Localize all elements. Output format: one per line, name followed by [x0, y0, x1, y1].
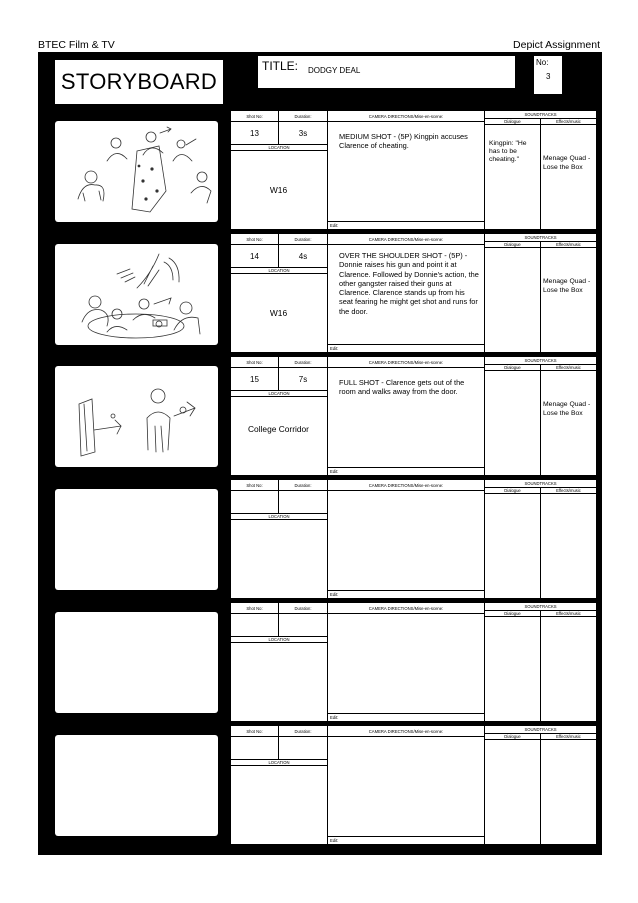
location-label: LOCATION [268, 760, 290, 765]
frame-5-blank [55, 612, 218, 713]
shot-effects-music: Menage Quad - Lose the Box [543, 278, 591, 294]
shot-panel-6 [231, 726, 596, 844]
shot-location: W16 [269, 308, 288, 318]
frame-2-sketch [55, 244, 218, 345]
soundtracks-label: SOUNDTRACKS [524, 112, 557, 117]
duration-label: Duration: [294, 483, 312, 488]
dialogue-label: Dialogue [504, 242, 521, 247]
duration-label: Duration: [294, 114, 312, 119]
shot-panel-3 [231, 357, 596, 475]
location-label: LOCATION [268, 145, 290, 150]
dialogue-label: Dialogue [504, 734, 521, 739]
shot-number: 15 [250, 375, 259, 384]
dialogue-label: Dialogue [504, 488, 521, 493]
frame-1-sketch [55, 121, 218, 222]
soundtracks-label: SOUNDTRACKS [524, 727, 557, 732]
shot-effects-music: Menage Quad - Lose the Box [543, 401, 591, 417]
camera-directions-label: CAMERA DIRECTIONS/Mise-en-scene: [368, 237, 444, 242]
shot-description: MEDIUM SHOT - (5P) Kingpin accuses Clarence of cheating. [339, 132, 468, 151]
shot-panel-5 [231, 603, 596, 721]
header-right-text: Depict Assignment [513, 39, 600, 51]
camera-directions-label: CAMERA DIRECTIONS/Mise-en-scene: [368, 606, 444, 611]
edit-label: Edit: [330, 223, 339, 228]
soundtracks-label: SOUNDTRACKS [524, 604, 557, 609]
shot-duration: 3s [298, 129, 308, 138]
frame-4-blank [55, 489, 218, 590]
location-label: LOCATION [268, 514, 290, 519]
shot-panel-2 [231, 234, 596, 352]
title-value: DODGY DEAL [308, 66, 361, 75]
edit-label: Edit: [330, 838, 339, 843]
frame-3-sketch [55, 366, 218, 467]
shot-panel-1 [231, 111, 596, 229]
soundtracks-label: SOUNDTRACKS [524, 358, 557, 363]
shot-no-label: Shot No: [246, 237, 263, 242]
shot-no-label: Shot No: [246, 729, 263, 734]
shot-number: 14 [250, 252, 259, 261]
shot-no-label: Shot No: [246, 483, 263, 488]
camera-directions-label: CAMERA DIRECTIONS/Mise-en-scene: [368, 360, 444, 365]
sheet-number-box [534, 56, 562, 94]
frame-6-blank [55, 735, 218, 836]
shot-panel-4 [231, 480, 596, 598]
shot-location: W16 [269, 185, 288, 195]
edit-label: Edit: [330, 469, 339, 474]
title-box [258, 56, 515, 88]
effects-music-label: Effects/music [556, 119, 581, 124]
shot-duration: 4s [298, 252, 308, 261]
effects-music-label: Effects/music [556, 734, 581, 739]
dialogue-label: Dialogue [504, 119, 521, 124]
effects-music-label: Effects/music [556, 365, 581, 370]
edit-label: Edit: [330, 715, 339, 720]
title-label: TITLE: [262, 59, 299, 73]
shot-description: FULL SHOT - Clarence gets out of the room and walks away from the door. [339, 378, 465, 397]
camera-directions-label: CAMERA DIRECTIONS/Mise-en-scene: [368, 729, 444, 734]
sheet-number-value: 3 [546, 72, 551, 81]
duration-label: Duration: [294, 729, 312, 734]
shot-location: College Corridor [248, 424, 309, 434]
shot-dialogue: Kingpin: "He has to be cheating." [489, 140, 527, 164]
edit-label: Edit: [330, 592, 339, 597]
soundtracks-label: SOUNDTRACKS [524, 481, 557, 486]
shot-description: OVER THE SHOULDER SHOT - (5P) - Donnie raises his gun and point it at Clarence. Followed by Donnie's action, the other gangster raised their guns at Clarence. Clarence stands up from his seat fearing he might get shot and runs for the door. [339, 251, 479, 316]
dialogue-label: Dialogue [504, 365, 521, 370]
shot-no-label: Shot No: [246, 606, 263, 611]
duration-label: Duration: [294, 606, 312, 611]
duration-label: Duration: [294, 360, 312, 365]
effects-music-label: Effects/music [556, 611, 581, 616]
storyboard-sheet [38, 52, 602, 855]
effects-music-label: Effects/music [556, 488, 581, 493]
shot-effects-music: Menage Quad - Lose the Box [543, 155, 591, 171]
dialogue-label: Dialogue [504, 611, 521, 616]
edit-label: Edit: [330, 346, 339, 351]
soundtracks-label: SOUNDTRACKS [524, 235, 557, 240]
shot-number: 13 [250, 129, 259, 138]
camera-directions-label: CAMERA DIRECTIONS/Mise-en-scene: [368, 114, 444, 119]
shot-duration: 7s [298, 375, 308, 384]
location-label: LOCATION [268, 391, 290, 396]
sheet-number-label: No: [536, 58, 549, 67]
storyboard-heading: STORYBOARD [55, 60, 223, 104]
location-label: LOCATION [268, 268, 290, 273]
header-left-text: BTEC Film & TV [38, 39, 115, 51]
shot-no-label: Shot No: [246, 114, 263, 119]
duration-label: Duration: [294, 237, 312, 242]
location-label: LOCATION [268, 637, 290, 642]
effects-music-label: Effects/music [556, 242, 581, 247]
camera-directions-label: CAMERA DIRECTIONS/Mise-en-scene: [368, 483, 444, 488]
shot-no-label: Shot No: [246, 360, 263, 365]
